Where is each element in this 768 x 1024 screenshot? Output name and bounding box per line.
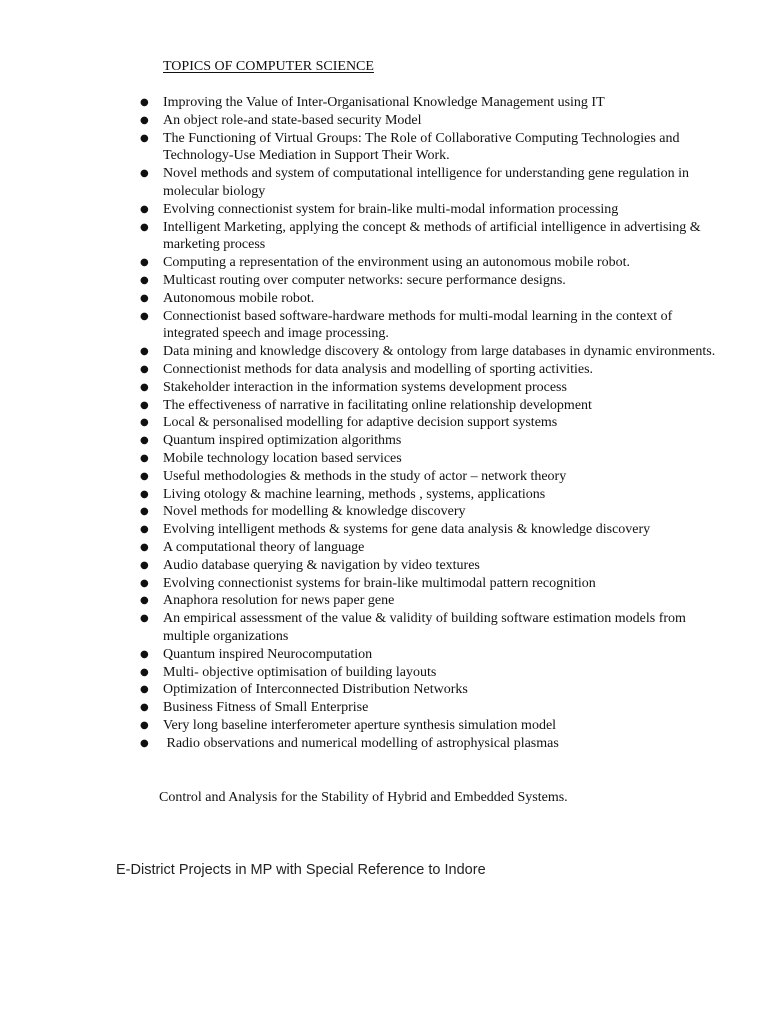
topic-text: Connectionist based software-hardware methods for multi-modal learning in the context of integrated speech and image processing.: [163, 308, 676, 342]
list-item: [0, 664, 768, 682]
list-item: [0, 254, 768, 272]
topic-text: Quantum inspired Neurocomputation: [163, 646, 373, 662]
topic-text: Computing a representation of the environment using an autonomous mobile robot.: [163, 255, 630, 271]
topic-text: Multi- objective optimisation of building layouts: [163, 664, 437, 680]
topic-text: Stakeholder interaction in the information systems development process: [163, 379, 567, 395]
list-item: [0, 361, 768, 379]
topic-text: An object role-and state-based security Model: [163, 112, 422, 128]
topic-text: Improving the Value of Inter-Organisational Knowledge Management using IT: [163, 95, 605, 110]
bullet-icon: ●: [140, 666, 149, 678]
list-item: [0, 414, 768, 432]
bullet-icon: ●: [140, 719, 149, 731]
bullet-icon: ●: [140, 363, 149, 375]
topic-text: A computational theory of language: [163, 539, 365, 555]
bullet-icon: ●: [140, 684, 149, 696]
list-item: [0, 112, 768, 130]
bullet-icon: ●: [140, 488, 149, 500]
bullet-icon: ●: [140, 168, 149, 180]
list-item: [0, 717, 768, 735]
list-item: [0, 397, 768, 415]
list-item: [0, 343, 768, 361]
bullet-icon: ●: [140, 737, 149, 749]
topic-text: Evolving connectionist systems for brain-like multimodal pattern recognition: [163, 575, 596, 591]
bullet-icon: ●: [140, 452, 149, 464]
topic-text: Novel methods and system of computational intelligence for understanding gene regulation in molecular biology: [163, 166, 693, 199]
topic-text: Anaphora resolution for news paper gene: [163, 593, 395, 609]
bullet-icon: ●: [140, 203, 149, 215]
topic-text: Quantum inspired optimization algorithms: [163, 433, 402, 449]
bullet-icon: ●: [140, 595, 149, 607]
list-item: [0, 557, 768, 575]
topic-text: Autonomous mobile robot.: [163, 290, 315, 306]
list-item: [0, 379, 768, 397]
bullet-icon: ●: [140, 435, 149, 447]
list-item: [0, 450, 768, 468]
topic-text: Radio observations and numerical modelling of astrophysical plasmas: [163, 735, 559, 751]
list-item: [0, 735, 768, 753]
topic-list: [0, 94, 768, 752]
topic-text: Audio database querying & navigation by video textures: [163, 557, 480, 573]
list-item: [0, 646, 768, 664]
bullet-icon: ●: [140, 346, 149, 358]
topic-text: Multicast routing over computer networks: secure performance designs.: [163, 272, 566, 288]
topic-text: Evolving connectionist system for brain-like multi-modal information processing: [163, 201, 619, 217]
topic-text: Optimization of Interconnected Distribution Networks: [163, 682, 468, 698]
topic-text: Business Fitness of Small Enterprise: [163, 700, 369, 716]
list-item: [0, 130, 768, 166]
topic-text: Local & personalised modelling for adaptive decision support systems: [163, 415, 558, 431]
topic-text: Living otology & machine learning, methods , systems, applications: [163, 486, 546, 502]
bullet-icon: ●: [140, 381, 149, 393]
bullet-icon: ●: [140, 292, 149, 304]
list-item: [0, 219, 768, 255]
topic-text: Connectionist methods for data analysis and modelling of sporting activities.: [163, 361, 594, 377]
list-item: [0, 94, 768, 112]
bullet-icon: ●: [140, 613, 149, 625]
list-item: [0, 592, 768, 610]
list-item: [0, 468, 768, 486]
list-item: [0, 272, 768, 290]
bullet-icon: ●: [140, 417, 149, 429]
topic-text: Mobile technology location based services: [163, 450, 402, 466]
bullet-icon: ●: [140, 257, 149, 269]
list-item: [0, 539, 768, 557]
bullet-icon: ●: [140, 577, 149, 589]
list-item: [0, 681, 768, 699]
bullet-icon: ●: [140, 132, 149, 144]
bullet-icon: ●: [140, 274, 149, 286]
bullet-icon: ●: [140, 97, 149, 108]
bullet-icon: ●: [140, 221, 149, 233]
bullet-icon: ●: [140, 559, 149, 571]
document-title: TOPICS OF COMPUTER SCIENCE: [163, 59, 374, 74]
topic-text: The effectiveness of narrative in facilitating online relationship development: [163, 397, 592, 413]
list-item: [0, 486, 768, 504]
topic-text: Data mining and knowledge discovery & ontology from large databases in dynamic environments.: [163, 344, 716, 360]
list-item: [0, 699, 768, 717]
list-item: [0, 610, 768, 646]
bullet-icon: ●: [140, 648, 149, 660]
bullet-icon: ●: [140, 702, 149, 714]
bullet-icon: ●: [140, 310, 149, 322]
bullet-icon: ●: [140, 524, 149, 536]
control-analysis-line: Control and Analysis for the Stability of Hybrid and Embedded Systems.: [159, 790, 568, 805]
topic-text: Very long baseline interferometer aperture synthesis simulation model: [163, 717, 557, 733]
e-district-line: E-District Projects in MP with Special Reference to Indore: [116, 862, 486, 878]
topic-text: Evolving intelligent methods & systems for gene data analysis & knowledge discovery: [163, 522, 651, 538]
list-item: [0, 165, 768, 201]
bullet-icon: ●: [140, 114, 149, 126]
bullet-icon: ●: [140, 470, 149, 482]
list-item: [0, 575, 768, 593]
bullet-icon: ●: [140, 506, 149, 518]
list-item: [0, 521, 768, 539]
list-item: [0, 432, 768, 450]
list-item: [0, 503, 768, 521]
topic-text: Useful methodologies & methods in the study of actor – network theory: [163, 468, 567, 484]
list-item: [0, 308, 768, 344]
bullet-icon: ●: [140, 541, 149, 553]
bullet-icon: ●: [140, 399, 149, 411]
list-item: [0, 290, 768, 308]
topic-text: Novel methods for modelling & knowledge discovery: [163, 504, 466, 520]
topic-text: The Functioning of Virtual Groups: The Role of Collaborative Computing Technologies and Technology-Use Mediation in Support Their Work.: [163, 130, 683, 164]
topic-text: An empirical assessment of the value & validity of building software estimation models from multiple organizations: [163, 611, 690, 644]
list-item: [0, 201, 768, 219]
topic-text: Intelligent Marketing, applying the concept & methods of artificial intelligence in advertising & marketing process: [163, 219, 705, 253]
